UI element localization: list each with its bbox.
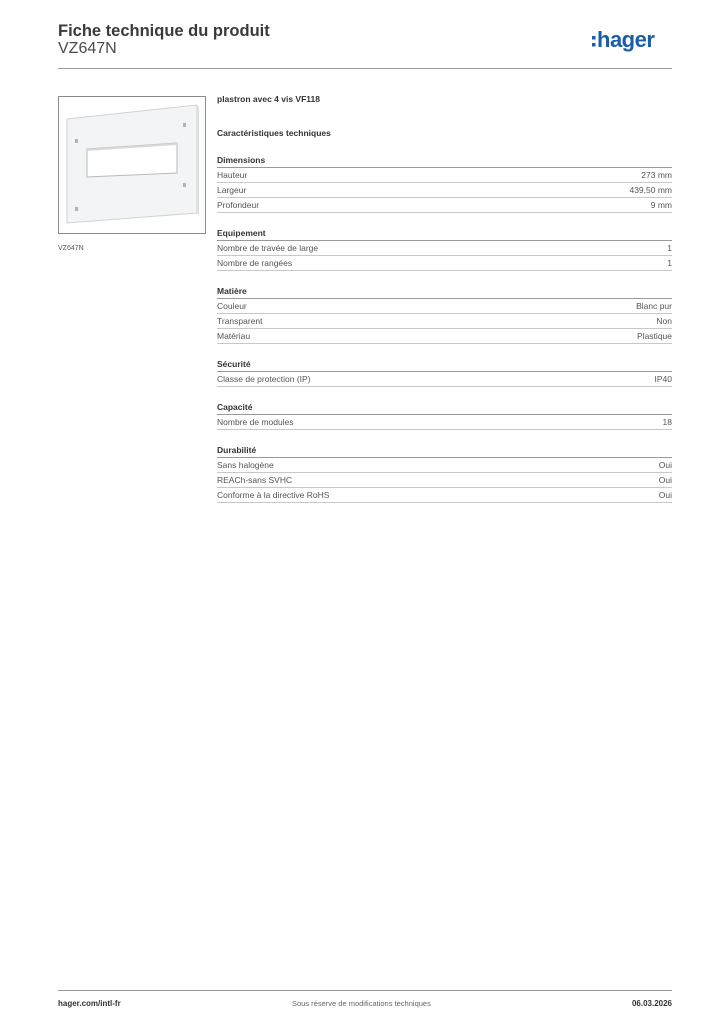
spec-value: 9 mm — [650, 200, 672, 210]
svg-text:hager: hager — [597, 27, 655, 52]
product-description: plastron avec 4 vis VF118 — [217, 94, 321, 104]
spec-label: Matériau — [217, 331, 251, 341]
image-caption: VZ647N — [58, 245, 84, 252]
hager-logo-graphic — [592, 27, 674, 55]
spec-value: 1 — [667, 258, 672, 268]
spec-label: Profondeur — [217, 200, 260, 210]
spec-row — [217, 314, 672, 329]
product-reference: VZ647N — [58, 40, 117, 57]
spec-value: Blanc pur — [636, 301, 672, 311]
spec-value: Non — [656, 316, 672, 326]
hager-logo — [592, 27, 674, 60]
characteristics-title: Caractéristiques techniques — [217, 128, 331, 138]
spec-label: Hauteur — [217, 170, 248, 180]
section-title: Durabilité — [217, 444, 672, 458]
specifications-column — [217, 94, 672, 503]
product-image — [58, 96, 206, 234]
footer-website: hager.com/intl-fr — [58, 999, 121, 1008]
section-title: Dimensions — [217, 154, 672, 168]
section-capacite — [217, 401, 672, 430]
section-dimensions — [217, 154, 672, 213]
spec-row — [217, 488, 672, 503]
section-securite — [217, 358, 672, 387]
spec-row — [217, 241, 672, 256]
spec-row — [217, 329, 672, 344]
section-title: Matière — [217, 285, 672, 299]
spec-value: 1 — [667, 243, 672, 253]
spec-value: Oui — [658, 475, 672, 485]
faceplate-illustration — [59, 97, 205, 233]
spec-value: 18 — [662, 417, 672, 427]
section-title: Capacité — [217, 401, 672, 415]
footer-disclaimer: Sous réserve de modifications techniques — [292, 999, 431, 1008]
spec-row — [217, 473, 672, 488]
section-durabilite — [217, 444, 672, 503]
spec-row — [217, 372, 672, 387]
spec-label: Nombre de modules — [217, 417, 294, 427]
footer-date: 06.03.2026 — [631, 999, 672, 1008]
spec-value: Plastique — [637, 331, 672, 341]
spec-label: Conforme à la directive RoHS — [217, 490, 330, 500]
spec-row — [217, 198, 672, 213]
spec-value: IP40 — [654, 374, 672, 384]
spec-row — [217, 168, 672, 183]
spec-label: Couleur — [217, 301, 247, 311]
page-title: Fiche technique du produit — [58, 22, 270, 40]
section-matiere — [217, 285, 672, 344]
spec-label: Classe de protection (IP) — [217, 374, 311, 384]
header-divider — [58, 68, 672, 69]
section-title: Sécurité — [217, 358, 672, 372]
spec-value: Oui — [658, 460, 672, 470]
spec-row — [217, 458, 672, 473]
spec-value: 273 mm — [641, 170, 672, 180]
spec-label: Transparent — [217, 316, 263, 326]
footer-divider — [58, 990, 672, 991]
spec-row — [217, 183, 672, 198]
spec-label: Nombre de rangées — [217, 258, 293, 268]
spec-value: Oui — [658, 490, 672, 500]
spec-row — [217, 299, 672, 314]
section-equipement — [217, 227, 672, 271]
spec-label: Largeur — [217, 185, 247, 195]
spec-label: REACh-sans SVHC — [217, 475, 293, 485]
spec-label: Nombre de travée de large — [217, 243, 319, 253]
spec-value: 439,50 mm — [629, 185, 672, 195]
spec-label: Sans halogène — [217, 460, 274, 470]
spec-row — [217, 415, 672, 430]
spec-row — [217, 256, 672, 271]
section-title: Equipement — [217, 227, 672, 241]
